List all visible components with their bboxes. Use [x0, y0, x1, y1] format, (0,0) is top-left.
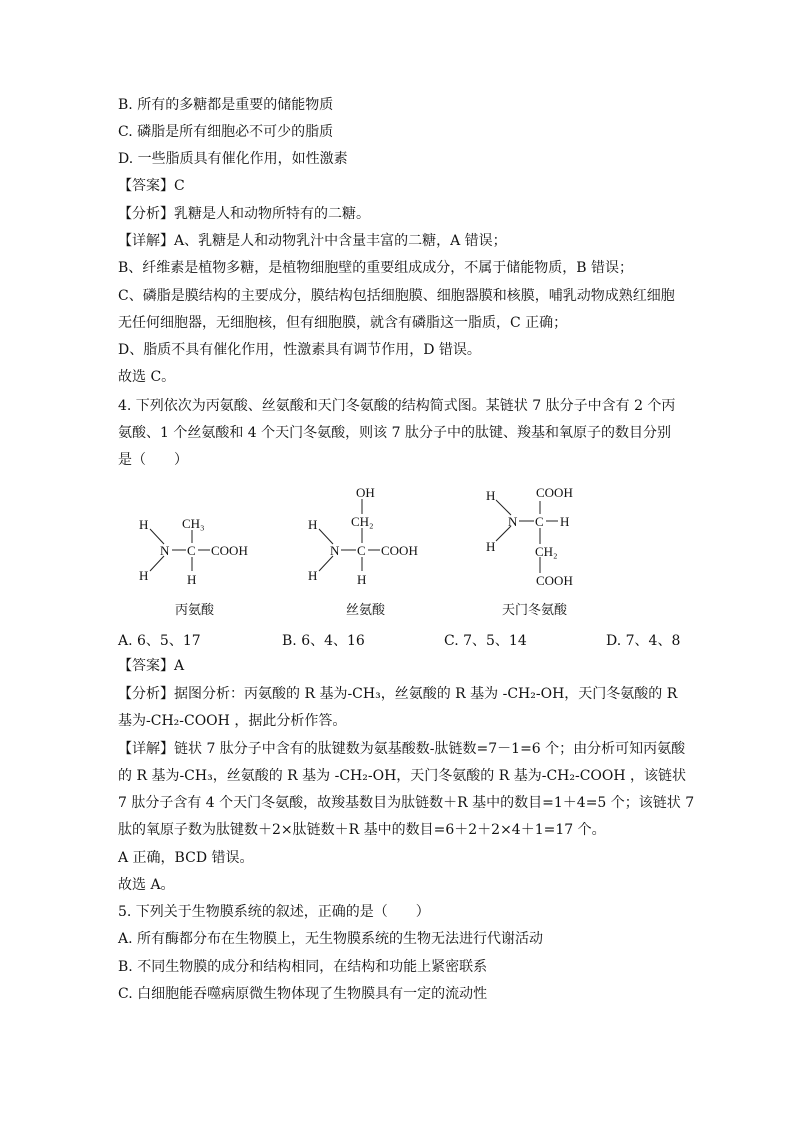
- atom-h: H: [187, 572, 197, 587]
- atom-c: C: [357, 543, 366, 558]
- atom-n: N: [330, 543, 340, 558]
- option-c-q5: C. 白细胞能吞噬病原微生物体现了生物膜具有一定的流动性: [118, 986, 488, 1002]
- option-b-q3: B. 所有的多糖都是重要的储能物质: [118, 97, 334, 113]
- atom-n: N: [508, 514, 518, 529]
- explanation-q4-line4: 肽的氧原子数为肽键数＋2×肽链数＋R 基中的数目=6＋2＋2×4＋1=17 个。: [118, 822, 606, 838]
- atom-h: H: [560, 514, 570, 529]
- conclusion-q4: 故选 A。: [118, 877, 175, 893]
- option-a-q5: A. 所有酶都分布在生物膜上，无生物膜系统的生物无法进行代谢活动: [118, 931, 544, 947]
- option-c-q3: C. 磷脂是所有细胞必不可少的脂质: [118, 124, 334, 140]
- explanation-q3-line2: B、纤维素是植物多糖，是植物细胞壁的重要组成成分，不属于储能物质，B 错误；: [118, 260, 634, 276]
- group-ch2: CH₂: [535, 544, 558, 559]
- atom-h: H: [486, 539, 496, 554]
- group-cooh-bottom: COOH: [536, 573, 573, 588]
- atom-h: H: [139, 568, 149, 583]
- explanation-q4-line2: 的 R 基为-CH₃，丝氨酸的 R 基为 -CH₂-OH，天门冬氨酸的 R 基为-CH₂-COOH ，该链状: [118, 768, 687, 784]
- atom-h: H: [357, 572, 367, 587]
- atom-c: C: [535, 514, 544, 529]
- explanation-q3-line5: D、脂质不具有催化作用，性激素具有调节作用，D 错误。: [118, 342, 481, 358]
- group-oh: OH: [356, 485, 375, 500]
- caption-aspartic-acid: 天门冬氨酸: [502, 603, 568, 618]
- question-4-line2: 氨酸、1 个丝氨酸和 4 个天门冬氨酸，则该 7 肽分子中的肽键、羧基和氧原子的数目分别: [118, 425, 671, 441]
- caption-serine: 丝氨酸: [346, 603, 386, 618]
- group-ch2: CH₂: [351, 514, 374, 529]
- atom-h: H: [308, 517, 318, 532]
- answer-q4: 【答案】A: [118, 658, 185, 674]
- question-4-line3: 是（ ）: [118, 452, 188, 468]
- atom-h: H: [486, 488, 496, 503]
- explanation-q4-line3: 7 肽分子含有 4 个天门冬氨酸，故羧基数目为肽链数＋R 基中的数目=1＋4=5 个；该链状 7: [118, 795, 695, 811]
- atom-c: C: [187, 543, 196, 558]
- atom-h: H: [308, 568, 318, 583]
- answer-q3: 【答案】C: [118, 178, 185, 194]
- caption-alanine: 丙氨酸: [175, 603, 215, 618]
- group-cooh: COOH: [211, 543, 248, 558]
- explanation-q3-line4: 无任何细胞器，无细胞核，但有细胞膜，就含有磷脂这一脂质，C 正确；: [118, 315, 568, 331]
- analysis-q3: 【分析】乳糖是人和动物所特有的二糖。: [118, 206, 370, 222]
- explanation-q4-line1: 【详解】链状 7 肽分子中含有的肽键数为氨基酸数-肽链数=7－1=6 个；由分析可知丙氨酸: [118, 741, 686, 757]
- option-c-q4: C. 7、5、14: [444, 633, 527, 649]
- group-cooh-top: COOH: [536, 485, 573, 500]
- option-d-q4: D. 7、4、8: [606, 633, 681, 649]
- conclusion-q3: 故选 C。: [118, 369, 176, 385]
- option-b-q5: B. 不同生物膜的成分和结构相同，在结构和功能上紧密联系: [118, 959, 488, 975]
- explanation-q3-line3: C、磷脂是膜结构的主要成分，膜结构包括细胞膜、细胞器膜和核膜，哺乳动物成熟红细胞: [118, 288, 675, 304]
- atom-n: N: [160, 543, 170, 558]
- group-ch3: CH₃: [182, 516, 205, 531]
- analysis-q4-line1: 【分析】据图分析：丙氨酸的 R 基为-CH₃，丝氨酸的 R 基为 -CH₂-OH，天门冬氨酸的 R: [118, 686, 678, 702]
- explanation-q3-line1: 【详解】A、乳糖是人和动物乳汁中含量丰富的二糖，A 错误；: [118, 233, 507, 249]
- group-cooh: COOH: [381, 543, 418, 558]
- option-b-q4: B. 6、4、16: [282, 633, 365, 649]
- option-a-q4: A. 6、5、17: [118, 633, 201, 649]
- atom-h: H: [139, 517, 149, 532]
- question-4-line1: 4. 下列依次为丙氨酸、丝氨酸和天门冬氨酸的结构简式图。某链状 7 肽分子中含有 2 个丙: [118, 398, 676, 414]
- question-5: 5. 下列关于生物膜系统的叙述，正确的是（ ）: [118, 904, 430, 920]
- analysis-q4-line2: 基为-CH₂-COOH ，据此分析作答。: [118, 713, 347, 729]
- option-d-q3: D. 一些脂质具有催化作用，如性激素: [118, 151, 348, 167]
- explanation-q4-line5: A 正确，BCD 错误。: [118, 850, 254, 866]
